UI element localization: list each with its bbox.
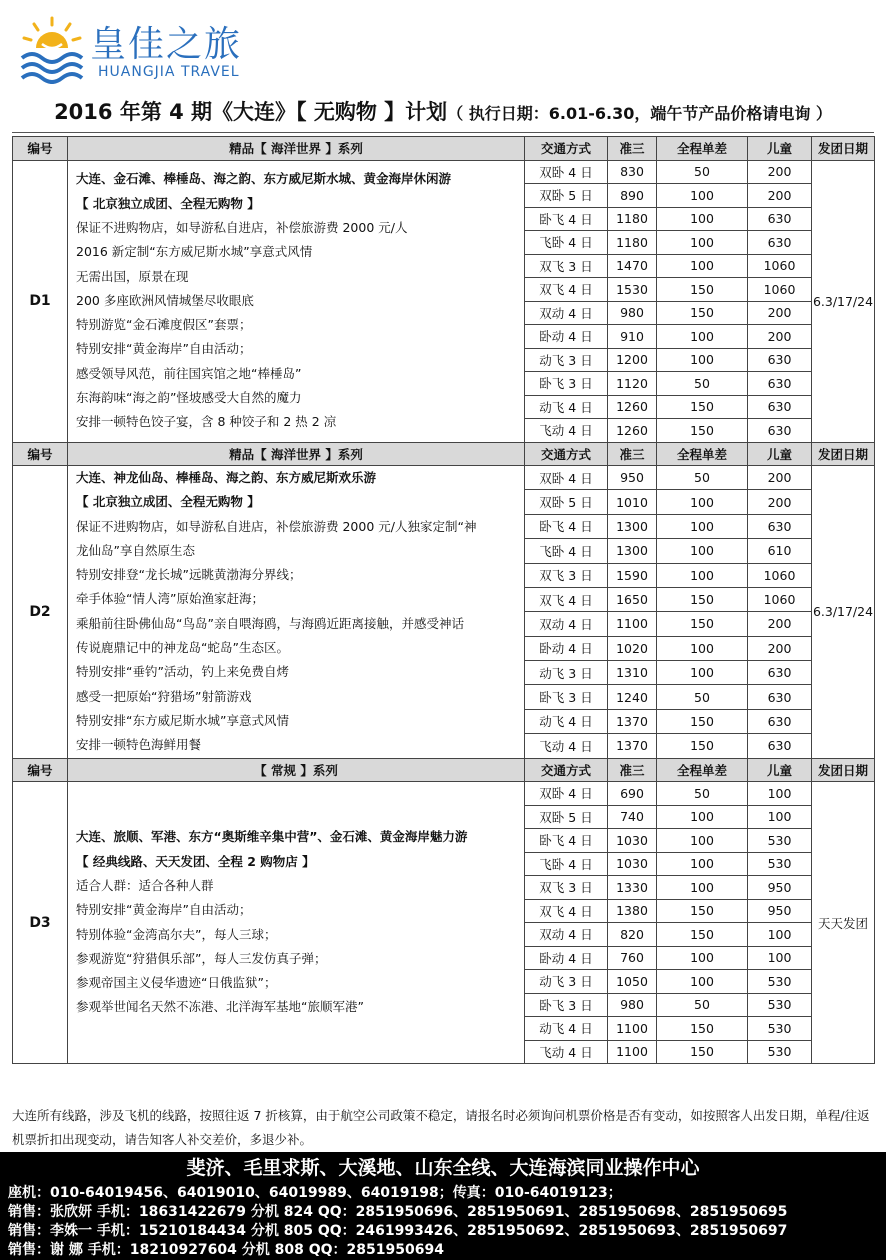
standard-price: 1300 <box>608 539 657 563</box>
child-price: 200 <box>748 636 812 660</box>
single-supplement: 150 <box>657 1040 748 1064</box>
transport-mode: 动飞 3 日 <box>525 970 608 994</box>
standard-price: 1180 <box>608 207 657 231</box>
route-feature-line: 特别安排“东方威尼斯水城”享意式风情 <box>76 712 289 728</box>
standard-price: 890 <box>608 184 657 208</box>
single-supplement: 100 <box>657 254 748 278</box>
transport-mode: 双动 4 日 <box>525 612 608 636</box>
single-supplement: 150 <box>657 301 748 325</box>
standard-price: 1010 <box>608 490 657 514</box>
transport-mode: 双飞 3 日 <box>525 563 608 587</box>
child-price: 630 <box>748 661 812 685</box>
standard-price: 980 <box>608 301 657 325</box>
child-price: 630 <box>748 348 812 372</box>
single-supplement: 100 <box>657 852 748 876</box>
single-supplement: 100 <box>657 970 748 994</box>
standard-price: 950 <box>608 466 657 490</box>
single-supplement: 50 <box>657 782 748 806</box>
transport-mode: 卧动 4 日 <box>525 946 608 970</box>
departure-dates: 天天发团 <box>812 782 875 1064</box>
child-price: 200 <box>748 325 812 349</box>
route-feature-line: 参观帝国主义侵华遗迹“日俄监狱”； <box>76 975 277 991</box>
standard-price: 980 <box>608 993 657 1017</box>
header-code: 编号 <box>13 137 68 161</box>
single-supplement: 100 <box>657 231 748 255</box>
header-single-supplement: 全程单差 <box>657 137 748 161</box>
transport-mode: 飞卧 4 日 <box>525 231 608 255</box>
footer-sales-line: 销售：张欣妍 手机：18631422679 分机 824 QQ：2851950696、2851950691、2851950698、2851950695 <box>8 1204 788 1220</box>
single-supplement: 150 <box>657 612 748 636</box>
standard-price: 1650 <box>608 587 657 611</box>
child-price: 100 <box>748 946 812 970</box>
child-price: 530 <box>748 852 812 876</box>
transport-mode: 飞动 4 日 <box>525 419 608 443</box>
single-supplement: 100 <box>657 805 748 829</box>
standard-price: 690 <box>608 782 657 806</box>
single-supplement: 150 <box>657 395 748 419</box>
route-feature-line: 参观举世闻名天然不冻港、北洋海军基地“旅顺军港” <box>76 999 364 1015</box>
transport-mode: 双卧 4 日 <box>525 160 608 184</box>
standard-price: 760 <box>608 946 657 970</box>
single-supplement: 100 <box>657 636 748 660</box>
standard-price: 1100 <box>608 612 657 636</box>
route-feature-line: 2016 新定制“东方威尼斯水城”享意式风情 <box>76 244 313 260</box>
header-single-supplement: 全程单差 <box>657 442 748 466</box>
header-departure-date: 发团日期 <box>812 137 875 161</box>
single-supplement: 100 <box>657 184 748 208</box>
transport-mode: 动飞 3 日 <box>525 348 608 372</box>
single-supplement: 150 <box>657 709 748 733</box>
single-supplement: 100 <box>657 829 748 853</box>
standard-price: 1240 <box>608 685 657 709</box>
transport-mode: 双飞 4 日 <box>525 587 608 611</box>
header-code: 编号 <box>13 758 68 782</box>
logo-english-text: HUANGJIA TRAVEL <box>98 64 240 80</box>
standard-price: 1100 <box>608 1017 657 1041</box>
logo-chinese-text: 皇佳之旅 <box>90 24 243 65</box>
transport-mode: 双卧 5 日 <box>525 805 608 829</box>
route-feature-line: 龙仙岛”享自然原生态 <box>76 542 195 558</box>
standard-price: 820 <box>608 923 657 947</box>
single-supplement: 150 <box>657 923 748 947</box>
child-price: 630 <box>748 372 812 396</box>
child-price: 200 <box>748 466 812 490</box>
transport-mode: 双卧 5 日 <box>525 184 608 208</box>
child-price: 1060 <box>748 254 812 278</box>
route-feature-line: 保证不进购物店，如导游私自进店，补偿旅游费 2000 元/人 <box>76 219 408 235</box>
standard-price: 1030 <box>608 852 657 876</box>
child-price: 630 <box>748 207 812 231</box>
footer-title: 斐济、毛里求斯、大溪地、山东全线、大连海滨同业操作中心 <box>186 1157 700 1179</box>
transport-mode: 双卧 4 日 <box>525 466 608 490</box>
route-description <box>68 160 525 442</box>
transport-mode: 卧飞 4 日 <box>525 207 608 231</box>
contact-footer <box>0 1152 886 1260</box>
standard-price: 1260 <box>608 419 657 443</box>
route-feature-line: 200 多座欧洲风情城堡尽收眼底 <box>76 292 254 308</box>
header-child-price: 儿童 <box>748 442 812 466</box>
route-feature-line: 保证不进购物店，如导游私自进店，补偿旅游费 2000 元/人独家定制“神 <box>76 518 477 534</box>
transport-mode: 双动 4 日 <box>525 301 608 325</box>
section-header-row <box>13 442 875 466</box>
single-supplement: 100 <box>657 876 748 900</box>
header-code: 编号 <box>13 442 68 466</box>
transport-mode: 双飞 4 日 <box>525 899 608 923</box>
standard-price: 1180 <box>608 231 657 255</box>
child-price: 630 <box>748 514 812 538</box>
single-supplement: 100 <box>657 325 748 349</box>
route-feature-line: 东海韵味“海之韵”怪坡感受大自然的魔力 <box>76 390 302 406</box>
child-price: 1060 <box>748 587 812 611</box>
child-price: 530 <box>748 1040 812 1064</box>
header-single-supplement: 全程单差 <box>657 758 748 782</box>
route-feature-line: 参观游览“狩猎俱乐部”，每人三发仿真子弹； <box>76 950 327 966</box>
price-row <box>13 466 875 490</box>
brand-logo <box>18 10 278 88</box>
child-price: 530 <box>748 993 812 1017</box>
route-feature-line: 特别安排登“龙长城”远眺黄渤海分界线； <box>76 567 302 583</box>
route-feature-line: 感受一把原始“狩猎场”射箭游戏 <box>76 688 252 704</box>
child-price: 200 <box>748 160 812 184</box>
route-headline: 【 北京独立成团、全程无购物 】 <box>76 195 260 211</box>
route-code: D2 <box>13 466 68 759</box>
child-price: 100 <box>748 782 812 806</box>
route-feature-line: 传说鹿鼎记中的神龙岛“蛇岛”生态区。 <box>76 640 289 656</box>
transport-mode: 动飞 4 日 <box>525 709 608 733</box>
child-price: 610 <box>748 539 812 563</box>
route-description <box>68 782 525 1064</box>
standard-price: 740 <box>608 805 657 829</box>
transport-mode: 动飞 4 日 <box>525 395 608 419</box>
route-code: D1 <box>13 160 68 442</box>
route-feature-line: 适合人群：适合各种人群 <box>76 877 214 893</box>
transport-mode: 双飞 3 日 <box>525 876 608 900</box>
standard-price: 1330 <box>608 876 657 900</box>
route-feature-line: 特别安排“黄金海岸”自由活动； <box>76 902 252 918</box>
airfare-note: 大连所有线路，涉及飞机的线路，按照往返 7 折核算，由于航空公司政策不稳定，请报名时必须询问机票价格是否有变动，如按照客人出发日期，单程/往返机票折扣出现变动，请告知客人补交差价，多退少补。 <box>12 1108 870 1147</box>
page-title <box>0 96 886 130</box>
departure-dates: 6.3/17/24 <box>812 466 875 759</box>
route-headline: 大连、金石滩、棒棰岛、海之韵、东方威尼斯水城、黄金海岸休闲游 <box>76 171 452 187</box>
child-price: 100 <box>748 923 812 947</box>
child-price: 630 <box>748 419 812 443</box>
single-supplement: 150 <box>657 1017 748 1041</box>
header-departure-date: 发团日期 <box>812 442 875 466</box>
child-price: 630 <box>748 685 812 709</box>
route-feature-line: 无需出国，原景在现 <box>76 268 189 284</box>
route-code: D3 <box>13 782 68 1064</box>
single-supplement: 100 <box>657 563 748 587</box>
footer-sales-line: 销售：谢 娜 手机：18210927604 分机 808 QQ：2851950694 <box>8 1242 444 1258</box>
footer-phone-line: 座机：010-64019456、64019010、64019989、64019198；传真：010-64019123； <box>8 1185 622 1201</box>
header-series: 精品【 海洋世界 】系列 <box>68 137 525 161</box>
price-table <box>12 136 875 1064</box>
standard-price: 1100 <box>608 1040 657 1064</box>
transport-mode: 双飞 4 日 <box>525 278 608 302</box>
footer-sales-line: 销售：李姝一 手机：15210184434 分机 805 QQ：2461993426、2851950692、2851950693、2851950697 <box>8 1223 788 1239</box>
child-price: 200 <box>748 184 812 208</box>
child-price: 530 <box>748 970 812 994</box>
standard-price: 1470 <box>608 254 657 278</box>
transport-mode: 卧飞 4 日 <box>525 829 608 853</box>
child-price: 1060 <box>748 278 812 302</box>
transport-mode: 双卧 4 日 <box>525 782 608 806</box>
single-supplement: 100 <box>657 207 748 231</box>
header-child-price: 儿童 <box>748 758 812 782</box>
child-price: 1060 <box>748 563 812 587</box>
header-standard-price: 准三 <box>608 442 657 466</box>
single-supplement: 100 <box>657 348 748 372</box>
child-price: 630 <box>748 231 812 255</box>
single-supplement: 100 <box>657 946 748 970</box>
standard-price: 1370 <box>608 734 657 758</box>
standard-price: 1370 <box>608 709 657 733</box>
header-transport: 交通方式 <box>525 137 608 161</box>
transport-mode: 飞动 4 日 <box>525 1040 608 1064</box>
route-headline: 大连、神龙仙岛、棒棰岛、海之韵、东方威尼斯欢乐游 <box>76 470 377 485</box>
title-divider <box>12 132 874 133</box>
route-feature-line: 安排一顿特色饺子宴，含 8 种饺子和 2 热 2 凉 <box>76 414 337 430</box>
single-supplement: 150 <box>657 419 748 443</box>
title-main: 2016 年第 4 期《大连》【 无购物 】计划 <box>54 100 448 124</box>
route-feature-line: 感受领导风范，前往国宾馆之地“棒棰岛” <box>76 365 302 381</box>
section-header-row <box>13 758 875 782</box>
child-price: 100 <box>748 805 812 829</box>
single-supplement: 50 <box>657 372 748 396</box>
single-supplement: 150 <box>657 587 748 611</box>
route-feature-line: 特别安排“黄金海岸”自由活动； <box>76 341 252 357</box>
child-price: 200 <box>748 490 812 514</box>
header-transport: 交通方式 <box>525 442 608 466</box>
single-supplement: 50 <box>657 160 748 184</box>
transport-mode: 双卧 5 日 <box>525 490 608 514</box>
title-sub: （ 执行日期：6.01-6.30，端午节产品价格请电询 ） <box>447 104 832 123</box>
transport-mode: 卧飞 3 日 <box>525 993 608 1017</box>
route-description <box>68 466 525 759</box>
section-header-row <box>13 137 875 161</box>
header-series: 【 常规 】系列 <box>68 758 525 782</box>
standard-price: 1380 <box>608 899 657 923</box>
standard-price: 1050 <box>608 970 657 994</box>
price-row <box>13 160 875 184</box>
standard-price: 1030 <box>608 829 657 853</box>
header-series: 精品【 海洋世界 】系列 <box>68 442 525 466</box>
route-feature-line: 牵手体验“情人湾”原始渔家赶海； <box>76 591 264 607</box>
header-child-price: 儿童 <box>748 137 812 161</box>
single-supplement: 100 <box>657 661 748 685</box>
child-price: 630 <box>748 709 812 733</box>
standard-price: 830 <box>608 160 657 184</box>
route-headline: 【 北京独立成团、全程无购物 】 <box>76 494 260 510</box>
single-supplement: 50 <box>657 685 748 709</box>
standard-price: 1020 <box>608 636 657 660</box>
header-departure-date: 发团日期 <box>812 758 875 782</box>
header-standard-price: 准三 <box>608 758 657 782</box>
standard-price: 1300 <box>608 514 657 538</box>
transport-mode: 卧飞 3 日 <box>525 685 608 709</box>
child-price: 530 <box>748 829 812 853</box>
single-supplement: 100 <box>657 490 748 514</box>
transport-mode: 动飞 4 日 <box>525 1017 608 1041</box>
child-price: 950 <box>748 899 812 923</box>
single-supplement: 50 <box>657 993 748 1017</box>
child-price: 950 <box>748 876 812 900</box>
route-feature-line: 特别游览“金石滩度假区”套票； <box>76 317 252 333</box>
header-standard-price: 准三 <box>608 137 657 161</box>
child-price: 200 <box>748 301 812 325</box>
route-headline: 【 经典线路、天天发团、全程 2 购物店 】 <box>76 853 315 869</box>
single-supplement: 150 <box>657 734 748 758</box>
single-supplement: 150 <box>657 278 748 302</box>
standard-price: 1260 <box>608 395 657 419</box>
transport-mode: 动飞 3 日 <box>525 661 608 685</box>
child-price: 200 <box>748 612 812 636</box>
route-feature-line: 乘船前往卧佛仙岛“鸟岛”亲自喂海鸥，与海鸥近距离接触，并感受神话 <box>76 615 464 631</box>
child-price: 530 <box>748 1017 812 1041</box>
transport-mode: 飞动 4 日 <box>525 734 608 758</box>
standard-price: 1200 <box>608 348 657 372</box>
transport-mode: 卧动 4 日 <box>525 636 608 660</box>
single-supplement: 100 <box>657 514 748 538</box>
single-supplement: 100 <box>657 539 748 563</box>
standard-price: 1530 <box>608 278 657 302</box>
single-supplement: 150 <box>657 899 748 923</box>
transport-mode: 卧飞 4 日 <box>525 514 608 538</box>
route-feature-line: 特别体验“金湾高尔夫”，每人三球； <box>76 926 277 942</box>
transport-mode: 飞卧 4 日 <box>525 852 608 876</box>
child-price: 630 <box>748 734 812 758</box>
route-feature-line: 安排一顿特色海鲜用餐 <box>76 737 202 753</box>
route-headline: 大连、旅顺、军港、东方“奥斯维辛集中营”、金石滩、黄金海岸魅力游 <box>76 829 468 845</box>
departure-dates: 6.3/17/24 <box>812 160 875 442</box>
transport-mode: 卧飞 3 日 <box>525 372 608 396</box>
standard-price: 1310 <box>608 661 657 685</box>
header-transport: 交通方式 <box>525 758 608 782</box>
sun-wave-icon <box>18 14 88 84</box>
single-supplement: 50 <box>657 466 748 490</box>
transport-mode: 双飞 3 日 <box>525 254 608 278</box>
transport-mode: 卧动 4 日 <box>525 325 608 349</box>
standard-price: 1590 <box>608 563 657 587</box>
transport-mode: 飞卧 4 日 <box>525 539 608 563</box>
transport-mode: 双动 4 日 <box>525 923 608 947</box>
standard-price: 1120 <box>608 372 657 396</box>
standard-price: 910 <box>608 325 657 349</box>
child-price: 630 <box>748 395 812 419</box>
route-feature-line: 特别安排“垂钓”活动，钓上来免费自烤 <box>76 664 289 680</box>
price-row <box>13 782 875 806</box>
